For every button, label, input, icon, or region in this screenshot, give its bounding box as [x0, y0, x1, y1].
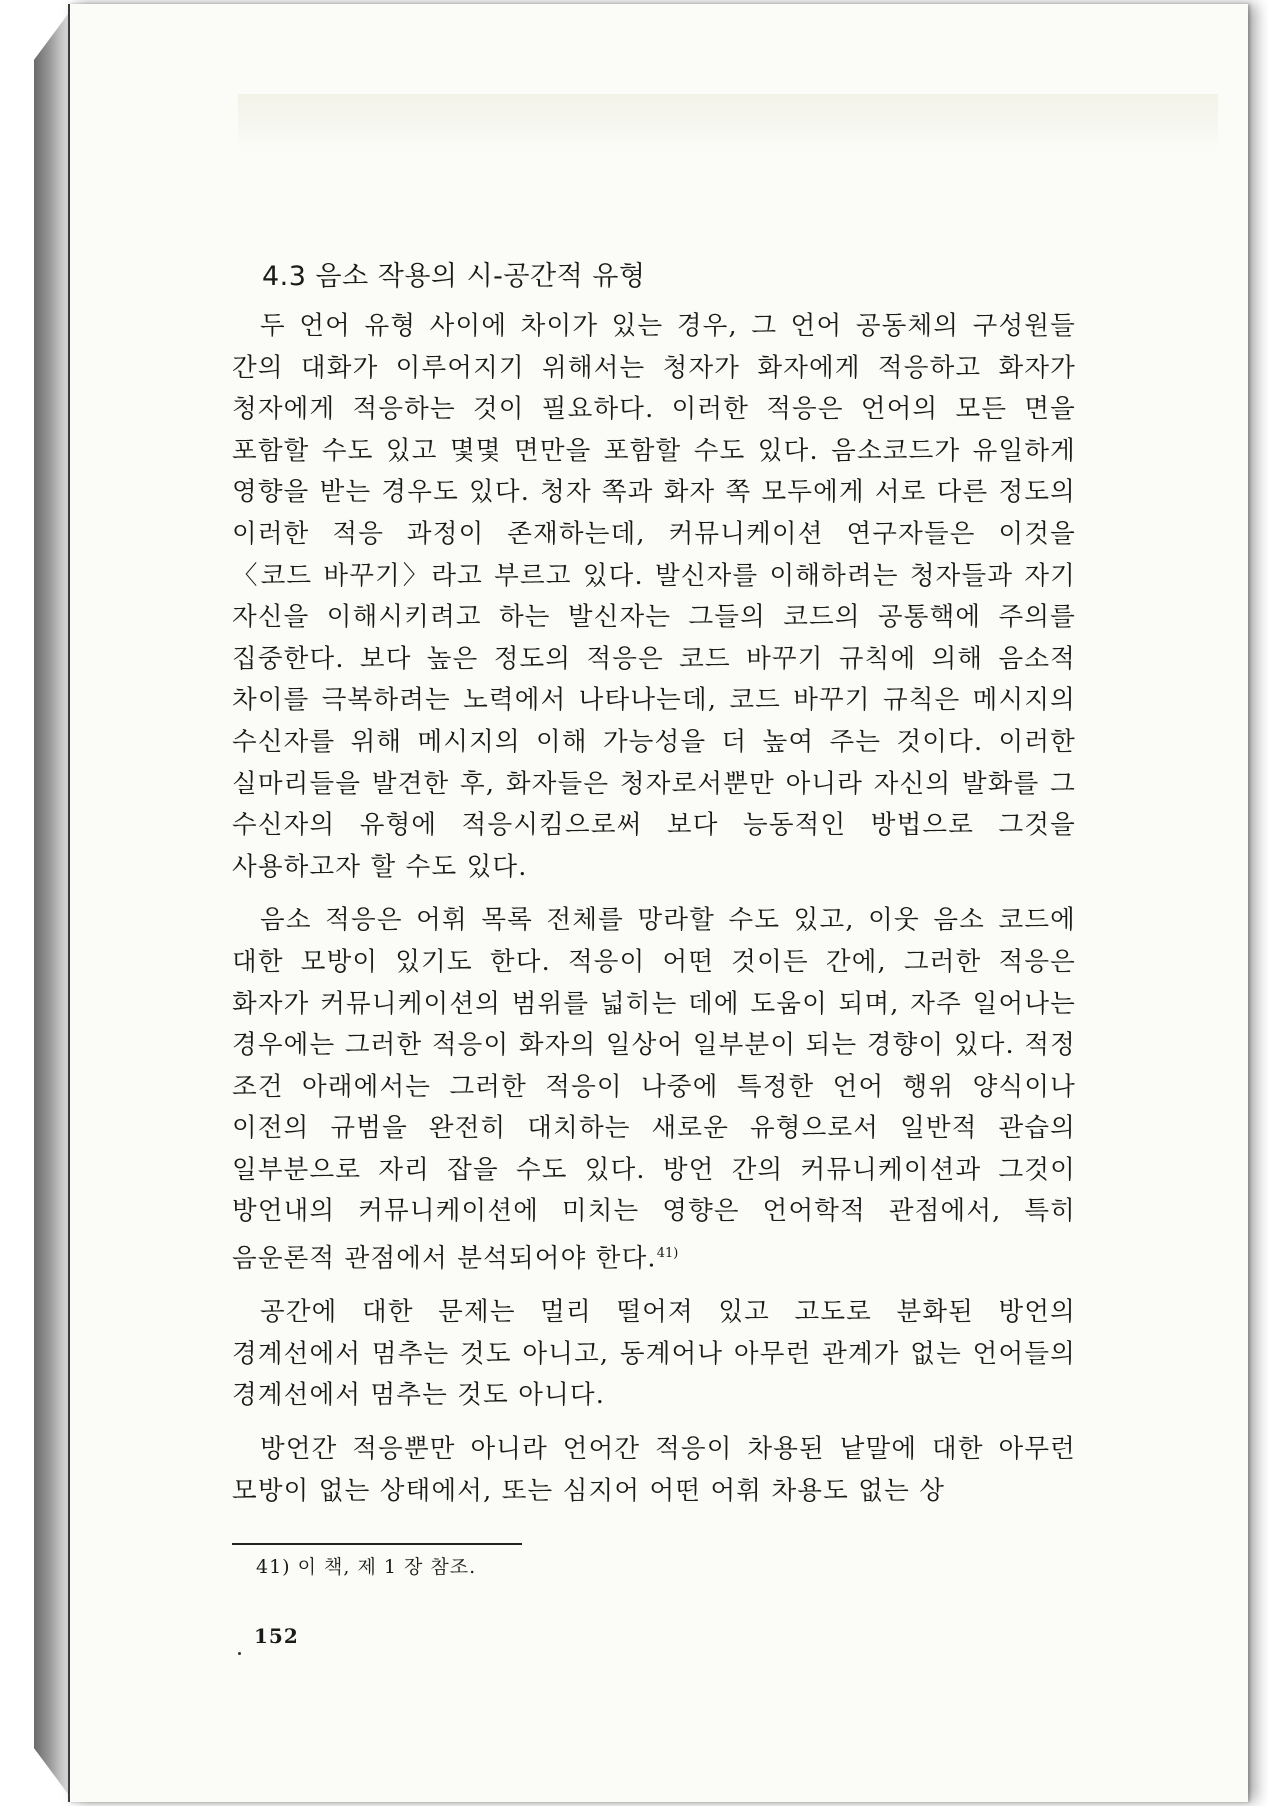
- paragraph-1: 두 언어 유형 사이에 차이가 있는 경우, 그 언어 공동체의 구성원들 간의 대화가 이루어지기 위해서는 청자가 화자에게 적응하고 화자가 청자에게 적응하는 것이 필요하다. 이러한 적응은 언어의 모든 면을 포함할 수도 있고 몇몇 면만을 포함할 수도 있다. 음소코드가 유일하게 영향을 받는 경우도 있다. 청자 쪽과 화자 쪽 모두에게 서로 다른 정도의 이러한 적응 과정이 존재하는데, 커뮤니케이션 연구자들은 이것을 〈코드 바꾸기〉라고 부르고 있다. 발신자를 이해하려는 청자들과 자기 자신을 이해시키려고 하는 발신자는 그들의 코드의 공통핵에 주의를 집중한다. 보다 높은 정도의 적응은 코드 바꾸기 규칙에 의해 음소적 차이를 극복하려는 노력에서 나타나는데, 코드 바꾸기 규칙은 메시지의 수신자를 위해 메시지의 이해 가능성을 더 높여 주는 것이다. 이러한 실마리들을 발견한 후, 화자들은 청자로서뿐만 아니라 자신의 발화를 그 수신자의 유형에 적응시킴으로써 보다 능동적인 방법으로 그것을 사용하고자 할 수도 있다.: [232, 311, 1076, 882]
- page-left-edge: [68, 4, 70, 1802]
- section-title: 4.3 음소 작용의 시-공간적 유형: [262, 261, 646, 292]
- paragraph-2-text: 음소 적응은 어휘 목록 전체를 망라할 수도 있고, 이웃 음소 코드에 대한 모방이 있기도 한다. 적응이 어떤 것이든 간에, 그러한 적응은 화자가 커뮤니케이션의 범위를 넓히는 데에 도움이 되며, 자주 일어나는 경우에는 그러한 적응이 화자의 일상어 일부분이 되는 경향이 있다. 적정 조건 아래에서는 그러한 적응이 나중에 특정한 언어 행위 양식이나 이전의 규범을 완전히 대치하는 새로운 유형으로서 일반적 관습의 일부분으로 자리 잡을 수도 있다. 방언 간의 커뮤니케이션과 그것이 방언내의 커뮤니케이션에 미치는 영향은 언어학적 관점에서, 특히 음운론적 관점에서 분석되어야 한다.: [232, 905, 1076, 1274]
- bleed-through-shadow: [238, 94, 1218, 154]
- footnote-ref: 41): [656, 1246, 679, 1262]
- paragraph-3: 공간에 대한 문제는 멀리 떨어져 있고 고도로 분화된 방언의 경계선에서 멈추는 것도 아니고, 동계어나 아무런 관계가 없는 언어들의 경계선에서 멈추는 것도 아니다.: [232, 1297, 1076, 1411]
- ink-speck: [238, 1652, 241, 1655]
- footnote: 41) 이 책, 제 1 장 참조.: [256, 1556, 477, 1578]
- paragraph-4: 방언간 적응뿐만 아니라 언어간 적응이 차용된 낱말에 대한 아무런 모방이 없는 상태에서, 또는 심지어 어떤 어휘 차용도 없는 상: [232, 1433, 1076, 1506]
- page-number: 152: [254, 1624, 299, 1648]
- page-body: [232, 258, 1076, 1524]
- paragraph-2: [232, 900, 1076, 1280]
- footnote-divider: [232, 1543, 522, 1545]
